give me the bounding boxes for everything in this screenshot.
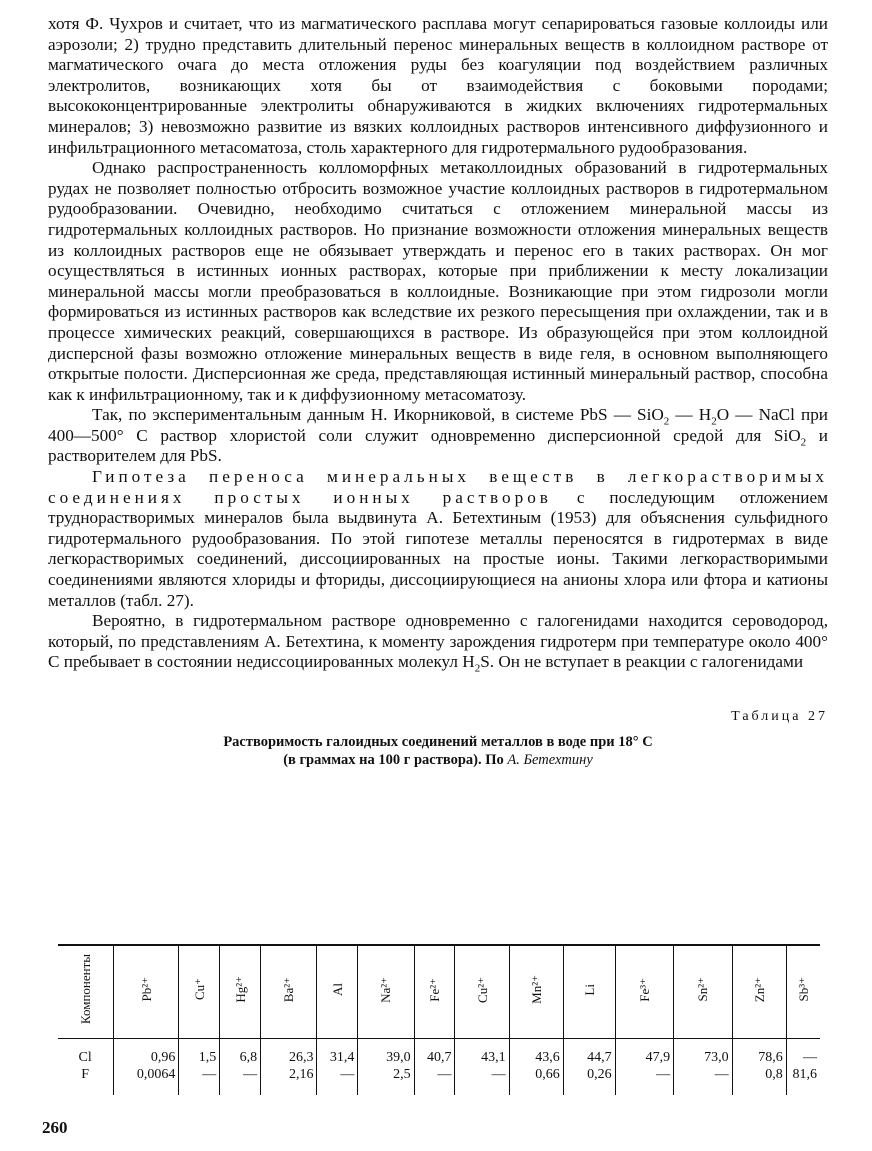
table-body	[58, 1039, 820, 1096]
table-header-label: Ba²⁺	[281, 976, 297, 1003]
table-cell-value: 44,7	[587, 1050, 612, 1065]
paragraph-1: хотя Ф. Чухров и считает, что из магматического расплава могут сепарироваться газовые коллоиды или аэрозоли; 2) трудно представить длительный перенос минеральных веществ в коллоидном растворе от магматического очага до места отложения руды без коагуляции под воздействием различных электролитов, возникающих хотя бы от взаимодействия с боковыми породами; высококонцентрированные электролиты обнаруживаются в жидких включениях гидротермальных минералов; 3) невозможно развитие из вязких коллоидных растворов интенсивного диффузионного и инфильтрационного метасоматоза, столь характерного для гидротермального рудообразования.	[48, 14, 828, 157]
table-header-label: Fe³⁺	[636, 977, 652, 1002]
paragraph-5-end: S. Он не вступает в реакции с галогенидами	[480, 652, 804, 672]
table-header-label: Pb²⁺	[138, 977, 154, 1002]
paragraph-3-mid-1: — H	[669, 405, 712, 425]
table-cell-value: —	[491, 1067, 506, 1082]
subscript: 2	[663, 415, 670, 428]
paragraph-4-spaced-text: Гипотеза переноса минеральных веществ в легкорастворимых соединениях простых ионных растворов	[48, 467, 828, 507]
table-header-label: Li	[581, 983, 597, 996]
table-header-label: Sb³⁺	[795, 977, 811, 1002]
paragraph-5	[48, 611, 828, 673]
table-cell-value: 43,1	[481, 1050, 506, 1065]
table-cell	[455, 1039, 509, 1096]
table-cell-value: 26,3	[288, 1050, 314, 1065]
table-header-label: Al	[329, 983, 345, 996]
paragraph-5-start: Вероятно, в гидротермальном растворе одновременно с галогенидами находится сероводород, который, по представлениям А. Бетехтина, к моменту зарождения гидротерм при температуре около 400° С пребывает в состоянии недиссоциированных молекул H	[48, 611, 828, 672]
paragraph-4-rest: с последующим отложением труднорастворимых минералов была выдвинута А. Бетехтиным (1953) для объяснения сульфидного гидротермального рудообразования. По этой гипотезе металлы переносятся в гидротермах в виде легкорастворимых соединений, диссоциированных на простые ионы. Такими легкорастворимыми соединениями являются хлориды и фториды, диссоциирующиеся на анионы хлора или фтора и катионы металлов (табл. 27).	[48, 487, 828, 610]
table-cell-value: 47,9	[645, 1050, 671, 1065]
table-cell-value: 78,6	[758, 1050, 783, 1065]
table-header-cell	[615, 945, 674, 1039]
table-cell-value: 0,96	[150, 1050, 176, 1065]
table-cell-value: 43,6	[535, 1050, 560, 1065]
paragraph-3-start: Так, по экспериментальным данным Н. Икорниковой, в системе PbS — SiO	[92, 405, 664, 425]
paragraph-3-end: и растворителем для PbS.	[48, 425, 828, 466]
page-number: 260	[42, 1118, 68, 1137]
table-header-label: Zn²⁺	[751, 976, 767, 1003]
table-number: Таблица 27	[731, 709, 828, 724]
table-header-row	[58, 945, 820, 1039]
table-cell	[114, 1039, 179, 1096]
table-cell-value: —	[437, 1067, 452, 1082]
table-header-cell	[220, 945, 261, 1039]
paragraph-3-mid-2: O — NaCl при 400—500° С раствор хлористой соли служит одновременно дисперсионной средой для SiO	[48, 405, 828, 445]
solubility-table	[58, 944, 820, 1095]
table-header-cell	[674, 945, 733, 1039]
table-cell-value: 31,4	[329, 1050, 355, 1065]
paragraph-4	[48, 467, 828, 611]
table-cell-value: —	[202, 1067, 217, 1082]
table-cell-value: 0,66	[535, 1067, 560, 1082]
table-header-cell	[358, 945, 414, 1039]
paragraph-2: Однако распространенность колломорфных метаколлоидных образований в гидротермальных рудах не позволяет полностью отбросить возможное участие коллоидных растворов в гидротермальном рудообразовании. Очевидно, необходимо считаться с отложением минеральной массы из гидротермальных коллоидных растворов. Но признание возможности отложения минеральных веществ из коллоидных растворов еще не обязывает утверждать и перенос его в таких растворах. Он мог осуществляться в истинных ионных растворах, которые при приближении к месту локализации минеральной массы могли преобразоваться в коллоидные. Возникающие при этом гидрозоли могли формироваться из истинных растворов как вследствие их резкого пересыщения при охлаждении, так и в процессе химических реакций, совершающихся в растворе. Из образующейся при этом коллоидной дисперсной фазы возможно отложение минеральных веществ в виде геля, в основном выполняющего открытые полости. Дисперсионная же среда, представляющая истинный минеральный раствор, способна как к инфильтрационному, так и к диффузионному метасоматозу.	[48, 158, 828, 404]
table-cell	[358, 1039, 414, 1096]
table-cell-value: —	[340, 1067, 355, 1082]
table-cell	[317, 1039, 358, 1096]
table-cell-value: 0,0064	[136, 1067, 176, 1082]
table-title-author: А. Бетехтину	[507, 752, 593, 768]
table-header-cell	[732, 945, 786, 1039]
table-cell	[261, 1039, 317, 1096]
table-header-cell	[261, 945, 317, 1039]
table-cell-value: 39,0	[386, 1050, 411, 1065]
table-cell-value: 0,26	[587, 1067, 612, 1082]
table-header-label: Компоненты	[78, 954, 94, 1025]
table-caption	[48, 709, 828, 769]
table-header-label: Cu⁺	[191, 978, 207, 1001]
table-header-cell	[455, 945, 509, 1039]
table-cell-value: —	[714, 1067, 729, 1082]
table-cell-value: —	[243, 1067, 258, 1082]
subscript: 2	[474, 662, 481, 675]
table-cell	[58, 1039, 114, 1096]
table-cell	[509, 1039, 563, 1096]
table-header-label: Sn²⁺	[695, 977, 711, 1002]
subscript: 2	[711, 415, 717, 428]
paragraph-3	[48, 405, 828, 467]
table-cell-value: 0,8	[765, 1067, 783, 1082]
table-cell	[732, 1039, 786, 1096]
table-cell	[563, 1039, 615, 1096]
table-header-cell	[114, 945, 179, 1039]
table-cell-value: Cl	[78, 1050, 92, 1065]
table-cell-value: 1,5	[198, 1050, 217, 1065]
table-header-label: Hg²⁺	[232, 976, 248, 1003]
table-cell-value: —	[656, 1067, 671, 1082]
table-cell-value: 2,5	[393, 1067, 411, 1082]
table-cell	[674, 1039, 733, 1096]
table-header-cell	[509, 945, 563, 1039]
table-cell-value: —	[803, 1050, 817, 1065]
table-row	[58, 1039, 820, 1096]
subscript: 2	[800, 436, 807, 449]
page-text	[48, 14, 828, 769]
table-cell	[414, 1039, 455, 1096]
table-header-cell	[563, 945, 615, 1039]
table-header-cell	[414, 945, 455, 1039]
table-title-text: (в граммах на 100 г раствора). По	[283, 752, 508, 768]
table-header-label: Mn²⁺	[528, 975, 544, 1004]
table-cell	[220, 1039, 261, 1096]
table-header-cell	[317, 945, 358, 1039]
table-cell-value: 73,0	[704, 1050, 729, 1065]
table-cell-value: F	[81, 1067, 90, 1082]
table-cell	[786, 1039, 820, 1096]
table-cell-value: 81,6	[792, 1067, 817, 1082]
table-header-label: Na²⁺	[378, 976, 394, 1003]
table-cell-value: 6,8	[239, 1050, 258, 1065]
table-header-label: Fe²⁺	[427, 977, 443, 1002]
table-header-cell	[58, 945, 114, 1039]
table-cell	[615, 1039, 674, 1096]
table-header-label: Cu²⁺	[474, 976, 490, 1003]
table-title-line-1: Растворимость галоидных соединений металлов в воде при 18° С	[223, 734, 653, 750]
table-header-cell	[179, 945, 220, 1039]
table-title-line-2	[48, 751, 828, 769]
table-header-cell	[786, 945, 820, 1039]
table-cell-value: 2,16	[288, 1067, 314, 1082]
table-cell-value: 40,7	[426, 1050, 452, 1065]
table-cell	[179, 1039, 220, 1096]
